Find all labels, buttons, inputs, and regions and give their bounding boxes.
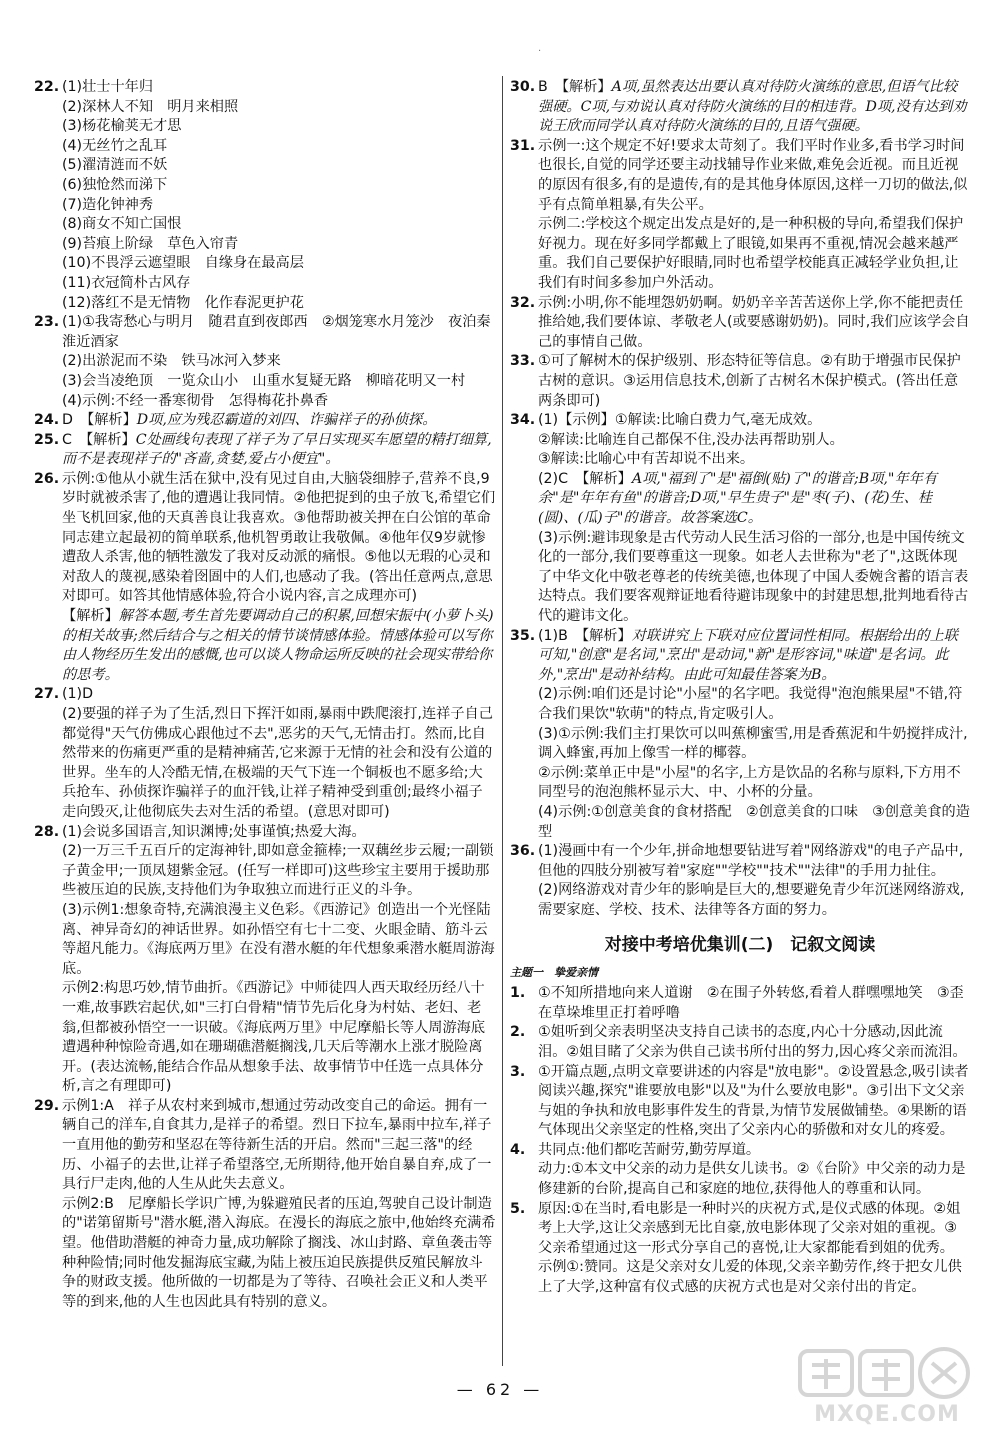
answer-number: 24.: [34, 412, 60, 429]
answer-text: (5)濯清涟而不妖: [62, 157, 168, 174]
analysis-text: 对联讲究上下联对应位置词性相同。根据给出的上联可知,"创意"是名词,"烹出"是动词,"新"是形容词,"味道"是名词。此外,"烹出"是动补结构。由此可知最佳答案为B。: [538, 627, 958, 683]
answer-line: [538, 450, 970, 470]
answer-line: [62, 137, 496, 157]
answer-text: (1)①我寄愁心与明月 随君直到夜郎西 ②烟笼寒水月笼沙 夜泊秦淮近酒家: [62, 314, 491, 350]
answer-number: 30.: [510, 79, 536, 95]
answer-line: [62, 78, 496, 98]
answer-line: [62, 431, 496, 470]
answer-text: (2)C 【解析】: [538, 470, 632, 487]
answer-item: [34, 411, 496, 431]
answer-line: [62, 235, 496, 255]
answer-text: (10)不畏浮云遮望眼 自缘身在最高层: [62, 255, 304, 272]
answer-text: (6)独怆然而涕下: [62, 176, 168, 193]
answer-body: [62, 431, 496, 470]
page-number: — 62 —: [456, 1380, 544, 1399]
answer-number: 28.: [34, 823, 60, 840]
right-column: [510, 78, 970, 1298]
answer-line: [538, 1141, 970, 1161]
answer-line: [538, 1063, 970, 1141]
answer-text: ①姐听到父亲表明坚决支持自己读书的态度,内心十分感动,因此流泪。②姐目睹了父亲为供自己读书所付出的努力,因心疼父亲而流泪。: [538, 1024, 967, 1060]
answer-number: 25.: [34, 431, 60, 448]
answer-line: [62, 470, 496, 607]
answer-number: 31.: [510, 137, 536, 154]
answer-line: [538, 294, 970, 353]
answer-body: [538, 78, 970, 137]
answer-number: 23.: [34, 314, 60, 331]
answer-line: [538, 803, 970, 842]
answer-line: [62, 98, 496, 118]
answer-line: [62, 313, 496, 352]
answer-text: (3)①示例:我们主打果饮可以叫蕉柳蜜雪,用是香蕉泥和牛奶搅拌成汁,调入蜂蜜,再加上像雪一样的椰蓉。: [538, 725, 968, 762]
answer-line: [538, 627, 970, 686]
watermark-logo: [792, 1345, 982, 1427]
answer-line: [538, 1200, 970, 1259]
answer-text: 示例2:B 尼摩船长学识广博,为躲避殖民者的压迫,驾驶自己设计制造的"诺第留斯号"潜水艇,潜入海底。在漫长的海底之旅中,他始终充满希望。他借助潜艇的神奇力量,成功解除了搁浅、冰山封路、章鱼袭击等种种险情;同时他发掘海底宝藏,为陆上被压迫民族提供反殖民解放斗争的财政支援。他所做的一切都是为了等待、召唤社会正义和人类平等的到来,他的人生也因此具有特别的意义。: [62, 1195, 496, 1310]
section-title: 对接中考培优集训(二) 记叙文阅读: [604, 934, 876, 955]
answer-line: [62, 1195, 496, 1313]
answer-item: [510, 842, 970, 920]
answer-line: [538, 352, 970, 411]
answer-body: [538, 842, 970, 920]
answer-text: (3)杨花榆荚无才思: [62, 118, 182, 135]
answer-body: [62, 470, 496, 686]
answer-item: [34, 1097, 496, 1313]
answer-text: ①不知所措地向来人道谢 ②在围子外转悠,看着人群嘿嘿地笑 ③歪在草垛堆里正打着呼噜: [538, 985, 964, 1021]
answer-number: 33.: [510, 353, 536, 370]
answer-text: (1)会说多国语言,知识渊博;处事谨慎;热爱大海。: [62, 823, 366, 840]
answer-item: [510, 78, 970, 137]
analysis-text: C处画线句表现了祥子为了早日实现买车愿望的精打细算,而不是表现祥子的"吝啬,贪婪,爱占小便宜"。: [62, 431, 492, 468]
answer-body: [62, 1097, 496, 1313]
answer-line: [62, 1097, 496, 1195]
answer-body: [62, 313, 496, 411]
analysis-text: 解答本题,考生首先要调动自己的积累,回想宋振中(小萝卜头)的相关故事;然后结合与之相关的情节谈情感体验。情感体验可以写你由人物经历生发出的感慨,也可以谈人物命运所反映的社会现实带给你的思考。: [62, 608, 494, 683]
answer-text: (4)示例:①创意美食的食材搭配 ②创意美食的口味 ③创意美食的造型: [538, 803, 970, 840]
answer-item: [510, 411, 970, 627]
answer-line: [62, 254, 496, 274]
answer-item: [34, 470, 496, 686]
answer-text: 示例①:赞同。这是父亲对女儿爱的体现,父亲辛勤劳作,终于把女儿供上了大学,这种富有仪式感的庆祝方式也是对父亲付出的肯定。: [538, 1259, 962, 1296]
answer-body: [538, 1141, 970, 1200]
answer-number: 22.: [34, 79, 60, 95]
answer-text: ②示例:菜单正中是"小屋"的名字,上方是饮品的名称与原料,下方用不同型号的泡泡熊杯显示大、中、小杯的分量。: [538, 764, 961, 801]
answer-text: ②解读:比喻连自己都保不住,没办法再帮助别人。: [538, 431, 844, 448]
answer-item: [34, 823, 496, 1097]
answer-line: [62, 117, 496, 137]
answer-line: [538, 764, 970, 803]
answer-number: 26.: [34, 470, 60, 487]
analysis-text: A项,虽然表达出要认真对待防火演练的意思,但语气比较强硬。C项,与劝说认真对待防火演练的目的相违背。D项,没有达到劝说王欣而同学认真对待防火演练的目的,且语气强硬。: [538, 79, 967, 135]
watermark-stamp-icon: [792, 1345, 982, 1405]
answer-item: [510, 352, 970, 411]
answer-item: [510, 1200, 970, 1298]
answer-text: (2)示例:咱们还是讨论"小屋"的名字吧。我觉得"泡泡熊果屋"不错,符合我们果饮"软萌"的特点,肯定吸引人。: [538, 686, 963, 722]
answer-body: [538, 294, 970, 353]
answer-text: (1)【示例】①解读:比喻白费力气,毫无成效。: [538, 412, 822, 429]
top-mark: ·: [538, 46, 542, 57]
answer-number: 36.: [510, 843, 536, 860]
answer-body: [538, 984, 970, 1023]
answer-text: (12)落红不是无情物 化作春泥更护花: [62, 294, 304, 311]
answer-text: (1)B 【解析】: [538, 627, 632, 644]
answer-text: (11)衣冠简朴古风存: [62, 274, 191, 291]
answer-body: [538, 137, 970, 294]
answer-line: [62, 842, 496, 901]
answer-body: [62, 411, 496, 431]
answer-text: (1)D: [62, 686, 94, 703]
answer-body: [62, 685, 496, 822]
answer-item: [510, 984, 970, 1023]
answer-line: [538, 881, 970, 920]
answer-text: (2)网络游戏对青少年的影响是巨大的,想要避免青少年沉迷网络游戏,需要家庭、学校、技术、法律等各方面的努力。: [538, 882, 965, 918]
answer-item: [510, 1141, 970, 1200]
answer-text: ①开篇点题,点明文章要讲述的内容是"放电影"。②设置悬念,吸引读者阅读兴趣,探究"谁要放电影"以及"为什么要放电影"。③引出下文父亲与姐的争执和放电影事件发生的背景,为情节发展做铺垫。④果断的语气体现出父亲坚定的性格,突出了父亲内心的骄傲和对女儿的疼爱。: [538, 1063, 969, 1139]
answer-line: [62, 274, 496, 294]
answer-text: (9)苔痕上阶绿 草色入帘青: [62, 235, 239, 252]
answer-item: [510, 1063, 970, 1141]
answer-line: [538, 470, 970, 529]
answer-item: [510, 137, 970, 294]
answer-line: [62, 685, 496, 705]
answer-text: D 【解析】: [62, 412, 137, 429]
answer-line: [538, 529, 970, 627]
answer-text: 示例:小明,你不能埋怨奶奶啊。奶奶辛辛苦苦送你上学,你不能把责任推给她,我们要体谅、孝敬老人(或要感谢奶奶)。同时,我们应该学会自己的事情自己做。: [538, 294, 970, 350]
answer-number: 4.: [510, 1141, 526, 1158]
watermark-text: MXQE.COM: [814, 1402, 960, 1427]
answer-text: (3)示例1:想象奇特,充满浪漫主义色彩。《西游记》创造出一个光怪陆离、神异奇幻的神话世界。如孙悟空有七十二变、火眼金睛、筋斗云等超凡能力。《海底两万里》在没有潜水艇的年代想象乘潜水艇周游海底。: [62, 901, 495, 977]
answer-item: [510, 1023, 970, 1062]
answer-text: (3)会当凌绝顶 一览众山小 山重水复疑无路 柳暗花明又一村: [62, 372, 466, 389]
section-topic: 主题一 挚爱亲情: [510, 965, 598, 979]
answer-number: 27.: [34, 686, 60, 703]
answer-text: 示例1:A 祥子从农村来到城市,想通过劳动改变自己的命运。拥有一辆自己的洋车,自食其力,是祥子的希望。烈日下拉车,暴雨中拉车,祥子一直用他的勤劳和坚忍在等待新生活的开启。然而"三起三落"的经历、小福子的去世,让祥子希望落空,无所期待,他开始自暴自弃,成了一具行尸走肉,他的人生从此失去意义。: [62, 1097, 492, 1193]
answer-line: [62, 392, 496, 412]
answer-line: [538, 685, 970, 724]
answer-body: [538, 1063, 970, 1141]
answer-line: [62, 196, 496, 216]
answer-text: (2)出淤泥而不染 铁马冰河入梦来: [62, 353, 281, 370]
answer-number: 5.: [510, 1200, 526, 1217]
answer-line: [62, 705, 496, 823]
answer-text: ①可了解树木的保护级别、形态特征等信息。②有助于增强市民保护古树的意识。③运用信息技术,创新了古树名木保护模式。(答出任意两条即可): [538, 353, 961, 409]
answer-text: 动力:①本文中父亲的动力是供女儿读书。②《台阶》中父亲的动力是修建新的台阶,提高自己和家庭的地位,获得他人的尊重和认同。: [538, 1161, 966, 1198]
answer-number: 29.: [34, 1097, 60, 1114]
answer-body: [62, 823, 496, 1097]
answer-text: B 【解析】: [538, 79, 612, 95]
answer-item: [510, 627, 970, 843]
answer-line: [62, 411, 496, 431]
answer-text: ③解读:比喻心中有苦却说不出来。: [538, 451, 755, 468]
answer-line: [538, 1258, 970, 1297]
answer-body: [538, 1023, 970, 1062]
answer-line: [538, 725, 970, 764]
answer-number: 3.: [510, 1063, 526, 1080]
answer-text: (1)壮士十年归: [62, 79, 154, 95]
answer-text: 共同点:他们都吃苦耐劳,勤劳厚道。: [538, 1141, 761, 1158]
answer-line: [538, 78, 970, 137]
answer-text: (2)一万三千五百斤的定海神针,即如意金箍棒;一双藕丝步云履;一副锁子黄金甲;一顶凤翅紫金冠。(任写一样即可)这些珍宝主要用于援助那些被压迫的民族,支持他们为争取独立而进行正义的斗争。: [62, 843, 494, 899]
answer-body: [538, 411, 970, 627]
answer-text: (4)示例:不经一番寒彻骨 怎得梅花扑鼻香: [62, 392, 329, 409]
answer-text: 示例2:构思巧妙,情节曲折。《西游记》中师徒四人西天取经历经八十一难,故事跌宕起伏,如"三打白骨精"情节先后化身为村姑、老妇、老翁,但都被孙悟空一一识破。《海底两万里》中尼摩船长等人周游海底遭遇种种惊险奇遇,如在珊瑚礁潜艇搁浅,几天后等潮水上涨才脱险离开。(表达流畅,能结合作品从想象手法、故事情节中任选一点具体分析,言之有理即可): [62, 980, 486, 1095]
answer-text: (1)漫画中有一个少年,拼命地想要钻进写着"网络游戏"的电子产品中,但他的四肢分别被写着"家庭""学校""技术""法律"的手用力扯住。: [538, 843, 964, 879]
answer-body: [538, 352, 970, 411]
answer-number: 32.: [510, 294, 536, 311]
answer-line: [62, 215, 496, 235]
answer-text: C 【解析】: [62, 431, 136, 448]
answer-item: [34, 78, 496, 313]
answer-item: [510, 294, 970, 353]
answer-text: (8)商女不知亡国恨: [62, 216, 182, 233]
answer-line: [538, 215, 970, 293]
answer-line: [538, 1023, 970, 1062]
answer-line: [538, 137, 970, 215]
answer-number: 2.: [510, 1024, 526, 1041]
answer-line: [538, 411, 970, 431]
answer-body: [538, 627, 970, 843]
answer-text: (3)示例:避讳现象是古代劳动人民生活习俗的一部分,也是中国传统文化的一部分,我们要尊重这一现象。如老人去世称为"老了",这既体现了中华文化中敬老尊老的传统美德,也体现了中国人委婉含蓄的语言表达特点。我们要客观辩证地看待避讳现象中的封建思想,批判地看待古代的避讳文化。: [538, 529, 969, 625]
answer-line: [62, 979, 496, 1097]
answer-text: 原因:①在当时,看电影是一种时兴的庆祝方式,是仪式感的体现。②姐考上大学,这让父亲感到无比自豪,放电影体现了父亲对姐的重视。③父亲希望通过这一形式分享自己的喜悦,让大家都能看到姐的优秀。: [538, 1200, 961, 1256]
answer-line: [62, 352, 496, 372]
answer-number: 34.: [510, 412, 536, 429]
answer-item: [34, 431, 496, 470]
answer-text: (2)深林人不知 明月来相照: [62, 98, 239, 115]
answer-body: [62, 78, 496, 313]
answer-line: [538, 984, 970, 1023]
answer-body: [538, 1200, 970, 1298]
analysis-text: D项,应为残忍霸道的刘四、诈骗祥子的孙侦探。: [136, 412, 437, 429]
answer-line: [62, 607, 496, 685]
answer-line: [538, 1160, 970, 1199]
answer-text: (7)造化钟神秀: [62, 196, 154, 213]
answer-line: [62, 372, 496, 392]
analysis-text: A项,"福到了"是"福倒(贴)了"的谐音;B项,"年年有余"是"年年有鱼"的谐音;D项,"早生贵子"是"枣(子)、(花)生、桂(圆)、(瓜)子"的谐音。故答案选C。: [538, 470, 938, 527]
answer-line: [62, 901, 496, 979]
answer-number: 35.: [510, 627, 536, 644]
answer-text: 示例一:这个规定不好!要求太苛刻了。我们平时作业多,看书学习时间也很长,自觉的同学还要主动找辅导作业来做,难免会近视。而且近视的原因有很多,有的是遗传,有的是其他身体原因,这样一刀切的做法,似乎有点简单粗暴,有失公平。: [538, 137, 968, 213]
answer-text: 示例:①他从小就生活在狱中,没有见过自由,大脑袋细脖子,营养不良,9岁时就被杀害了,他的遭遇让我同情。②他把捉到的虫子放飞,希望它们坐飞机回家,他的天真善良让我喜欢。③他帮助被关押在白公馆的革命同志建立起最初的简单联系,他机智勇敢让我敬佩。④他年仅9岁就惨遭敌人杀害,他的牺牲激发了我对反动派的痛恨。⑤他以无瑕的心灵和对敌人的蔑视,感染着囹圄中的人们,也感动了我。(答出任意两点,意思对即可。如答其他情感体验,符合小说内容,言之成理亦可): [62, 470, 496, 605]
answer-line: [62, 294, 496, 314]
column-divider: [502, 76, 503, 1366]
answer-line: [62, 176, 496, 196]
answer-line: [62, 823, 496, 843]
answer-text: 示例二:学校这个规定出发点是好的,是一种积极的导向,希望我们保护好视力。现在好多同学都戴上了眼镜,如果再不重视,情况会越来越严重。我们自己要保护好眼睛,同时也希望学校能真正减轻学业负担,让我们有时间多参加户外活动。: [538, 216, 964, 291]
answer-text: (4)无丝竹之乱耳: [62, 137, 168, 154]
answer-line: [538, 431, 970, 451]
answer-item: [34, 685, 496, 822]
left-column: [34, 78, 496, 1312]
answer-text: 【解析】: [62, 608, 119, 625]
answer-line: [62, 156, 496, 176]
answer-line: [538, 842, 970, 881]
answer-text: (2)要强的祥子为了生活,烈日下挥汗如雨,暴雨中跌爬滚打,连祥子自己都觉得"天气仿佛成心跟他过不去",恶劣的天气,无情击打。然而,比自然带来的伤痛更严重的是精神痛苦,它来源于无情的社会和没有公道的世界。坐车的人冷酷无情,在极端的天气下连一个铜板也不愿多给;大兵抢车、孙侦探诈骗祥子的血汗钱,让祥子精神受到重创;最终小福子走向毁灭,让他彻底失去对生活的希望。(意思对即可): [62, 706, 493, 820]
answer-item: [34, 313, 496, 411]
answer-number: 1.: [510, 985, 526, 1002]
